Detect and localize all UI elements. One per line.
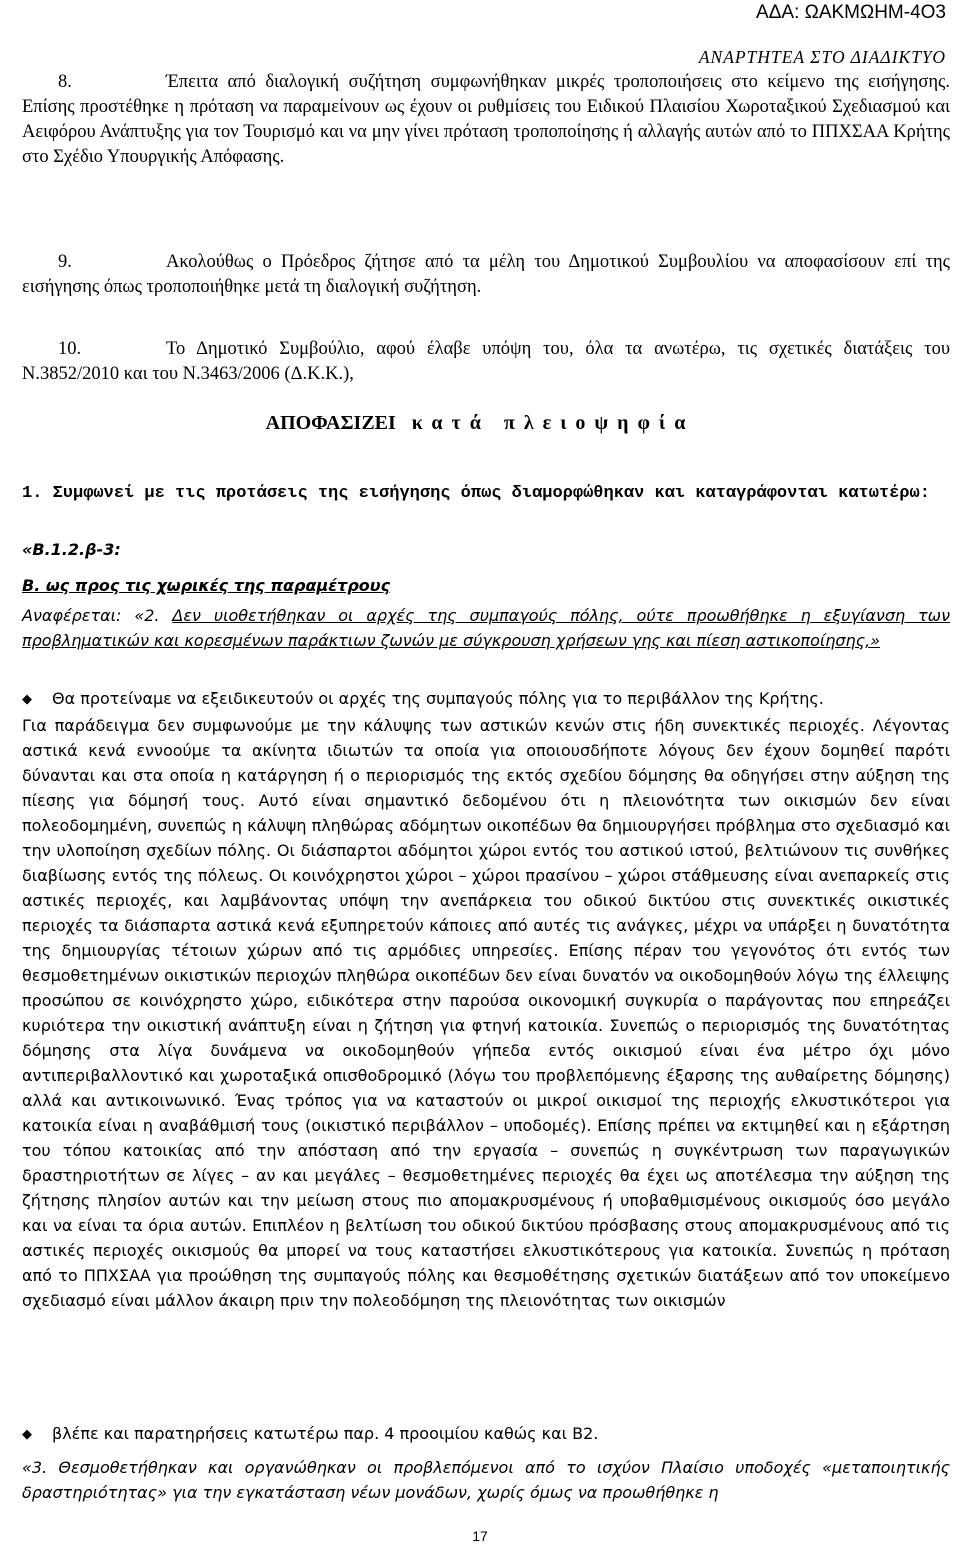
ada-code: ΑΔΑ: ΩΑΚΜΩΗΜ-4Ο3 — [756, 2, 946, 23]
reference-paragraph — [22, 603, 950, 653]
item-10-text: Το Δημοτικό Συμβούλιο, αφού έλαβε υπόψη του, όλα τα ανωτέρω, τις σχετικές διατάξεις του Ν.3852/2010 και του Ν.3463/2006 (Δ.Κ.Κ.), — [22, 339, 950, 384]
main-paragraph: Για παράδειγμα δεν συμφωνούμε με την κάλυψης των αστικών κενών στις ήδη συνεκτικές περιοχές. Λέγοντας αστικά κενά εννοούμε τα ακίνητα ιδιωτών τα οποία για οποιουσδήποτε λόγους δεν έχουν δομηθεί παρότι δύνανται και στα οποία η κατάργηση ή ο περιορισμός της εκτός σχεδίου δόμησης θα οδηγήσει στην αύξηση της πίεσης για δόμησή τους. Αυτό είναι σημαντικό δεδομένου ότι η πλειονότητα των οικισμών δεν είναι πολεοδομημένη, συνεπώς η κάλυψη πληθώρας αδόμητων οικοπέδων θα δημιουργήσει πρόβλημα στο σχεδιασμό και την υλοποίηση σχεδίων πόλης. Οι διάσπαρτοι αδόμητοι χώροι εντός του αστικού ιστού, βελτιώνουν τις συνθήκες διαβίωσης εντός της πόλεως. Οι κοινόχρηστοι χώροι – χώροι πρασίνου – χώροι στάθμευσης είναι ανεπαρκείς στις αστικές περιοχές, και λαμβάνοντας υπόψη την ανεπάρκεια του οδικού δικτύου στις συνεκτικές οικιστικές περιοχές τα διάσπαρτα αστικά κενά εξυπηρετούν κάποιες από αυτές τις ανάγκες, μέχρι να υπάρξει η δυνατότητα της δημιουργίας τέτοιων χώρων από τις αρμόδιες υπηρεσίες. Επίσης πέραν του γεγονότος ότι εντός των θεσμοθετημένων οικιστικών περιοχών πληθώρα οικοπέδων δεν είναι δυνατόν να οικοδομηθούν λόγω της έλλειψης προσώπου σε κοινόχρηστο χώρο, ειδικότερα στην παρούσα οικονομική συγκυρία ο παράγοντας που επηρεάζει κυριότερα την οικιστική ανάπτυξη είναι η ζήτηση για φτηνή κατοικία. Συνεπώς ο περιορισμός της δυνατότητας δόμησης στα λίγα δυνάμενα να οικοδομηθούν γήπεδα εντός οικισμού είναι ένα μέτρο όχι μόνο αντιπεριβαλλοντικό και χωροταξικά οπισθοδρομικό (λόγω του προβλεπόμενης έξαρσης της αυθαίρετης δόμησης) αλλά και αντικοινωνικό. Ένας τρόπος για να καταστούν οι μικροί οικισμοί της περιοχής ελκυστικότεροι για κατοικία είναι η αναβάθμισή τους (οικιστικό περιβάλλον – υποδομές). Επίσης πρέπει να εκτιμηθεί και η εξάρτηση του τόπου κατοικίας από την απόσταση από την εργασία – συνεπώς η συγκέντρωση των παραγωγικών δραστηριοτήτων σε λίγες – αν και μεγάλες – θεσμοθετημένες περιοχές θα έχει ως αποτέλεσμα την αύξηση της ζήτησης πλησίον αυτών και την μείωση στους πιο απομακρυσμένους ή υποβαθμισμένους οικισμούς όσο μεγάλο και να είναι τα όρια αυτών. Επιπλέον η βελτίωση του οδικού δικτύου πρόσβασης στους απομακρυσμένους από τις αστικές περιοχές οικισμούς θα μπορεί να τους καταστήσει ελκυστικότερους για κατοικία. Συνεπώς η πρόταση από το ΠΠΧΣΑΑ για προώθηση της συμπαγούς πόλης και θεσμοθέτησης σχετικών διατάξεων από τον υποκείμενο σχεδιασμό είναι μάλλον άκαιρη πριν την πολεοδόμηση της πλειονότητας των οικισμών — [22, 716, 950, 1310]
bullet-item-2 — [22, 1421, 950, 1448]
page-number: 17 — [472, 1528, 488, 1544]
quote-3-paragraph: «3. Θεσμοθετήθηκαν και οργανώθηκαν οι προβλεπόμενοι από το ισχύον Πλαίσιο υποδοχές «μεταποιητικής δραστηριότητας» για την εγκατάσταση νέων μονάδων, χωρίς όμως να προωθήθηκε η — [22, 1458, 950, 1502]
diamond-bullet-icon: ◆ — [22, 1427, 32, 1442]
item-8-text: Έπειτα από διαλογική συζήτηση συμφωνήθηκαν μικρές τροποποιήσεις στο κείμενο της εισήγησης. Επίσης προστέθηκε η πρόταση να παραμείνουν ως έχουν οι ρυθμίσεις του Ειδικού Πλαισίου Χωροταξικού Σχεδιασμού και Αειφόρου Ανάπτυξης για τον Τουρισμό και να μην γίνει πρόταση τροποποίησης ή αλλαγής αυτών από το ΠΠΧΣΑΑ Κρήτης στο Σχέδιο Υπουργικής Απόφασης. — [22, 72, 950, 167]
section-heading: Β. ως προς τις χωρικές της παραμέτρους — [22, 576, 391, 595]
decision-majority: κατά πλειοψηφία — [411, 412, 695, 434]
bullet-item-1-text: Θα προτείναμε να εξειδικευτούν οι αρχές της συμπαγούς πόλης για το περιβάλλον της Κρήτης. — [52, 689, 824, 708]
item-8-number: 8. — [58, 72, 72, 92]
bullet-item-1 — [22, 686, 950, 713]
item-10-paragraph — [22, 337, 950, 387]
item-10-number: 10. — [58, 339, 82, 359]
reference-text: Δεν υιοθετήθηκαν οι αρχές της συμπαγούς πόλης, ούτε προωθήθηκε η εξυγίανση των προβληματικών και κορεσμένων παράκτιων ζωνών με σύγκρουση χρήσεων γης και πίεση αστικοποίησης,» — [22, 606, 951, 650]
diamond-bullet-icon: ◆ — [22, 692, 32, 707]
posted-online-label: ΑΝΑΡΤΗΤΕΑ ΣΤΟ ΔΙΑΔΙΚΤΥΟ — [698, 47, 946, 67]
reference-prefix: Αναφέρεται: «2. — [22, 606, 173, 625]
item-9-paragraph — [22, 250, 950, 300]
decision-word: ΑΠΟΦΑΣΙΖΕΙ — [265, 412, 396, 434]
point-1-paragraph: 1. Συμφωνεί με τις προτάσεις της εισήγησης όπως διαμορφώθηκαν και καταγράφονται κατωτέρω: — [22, 484, 930, 503]
item-8-paragraph — [22, 70, 950, 170]
bullet-item-2-text: βλέπε και παρατηρήσεις κατωτέρω παρ. 4 προοιμίου καθώς και Β2. — [52, 1424, 599, 1443]
section-code: «Β.1.2.β-3: — [22, 540, 121, 559]
item-9-number: 9. — [58, 252, 72, 272]
item-9-text: Ακολούθως ο Πρόεδρος ζήτησε από τα μέλη του Δημοτικού Συμβουλίου να αποφασίσουν επί της εισήγησης όπως τροποποιήθηκε μετά τη διαλογική συζήτηση. — [22, 252, 950, 297]
decision-heading — [0, 412, 960, 435]
